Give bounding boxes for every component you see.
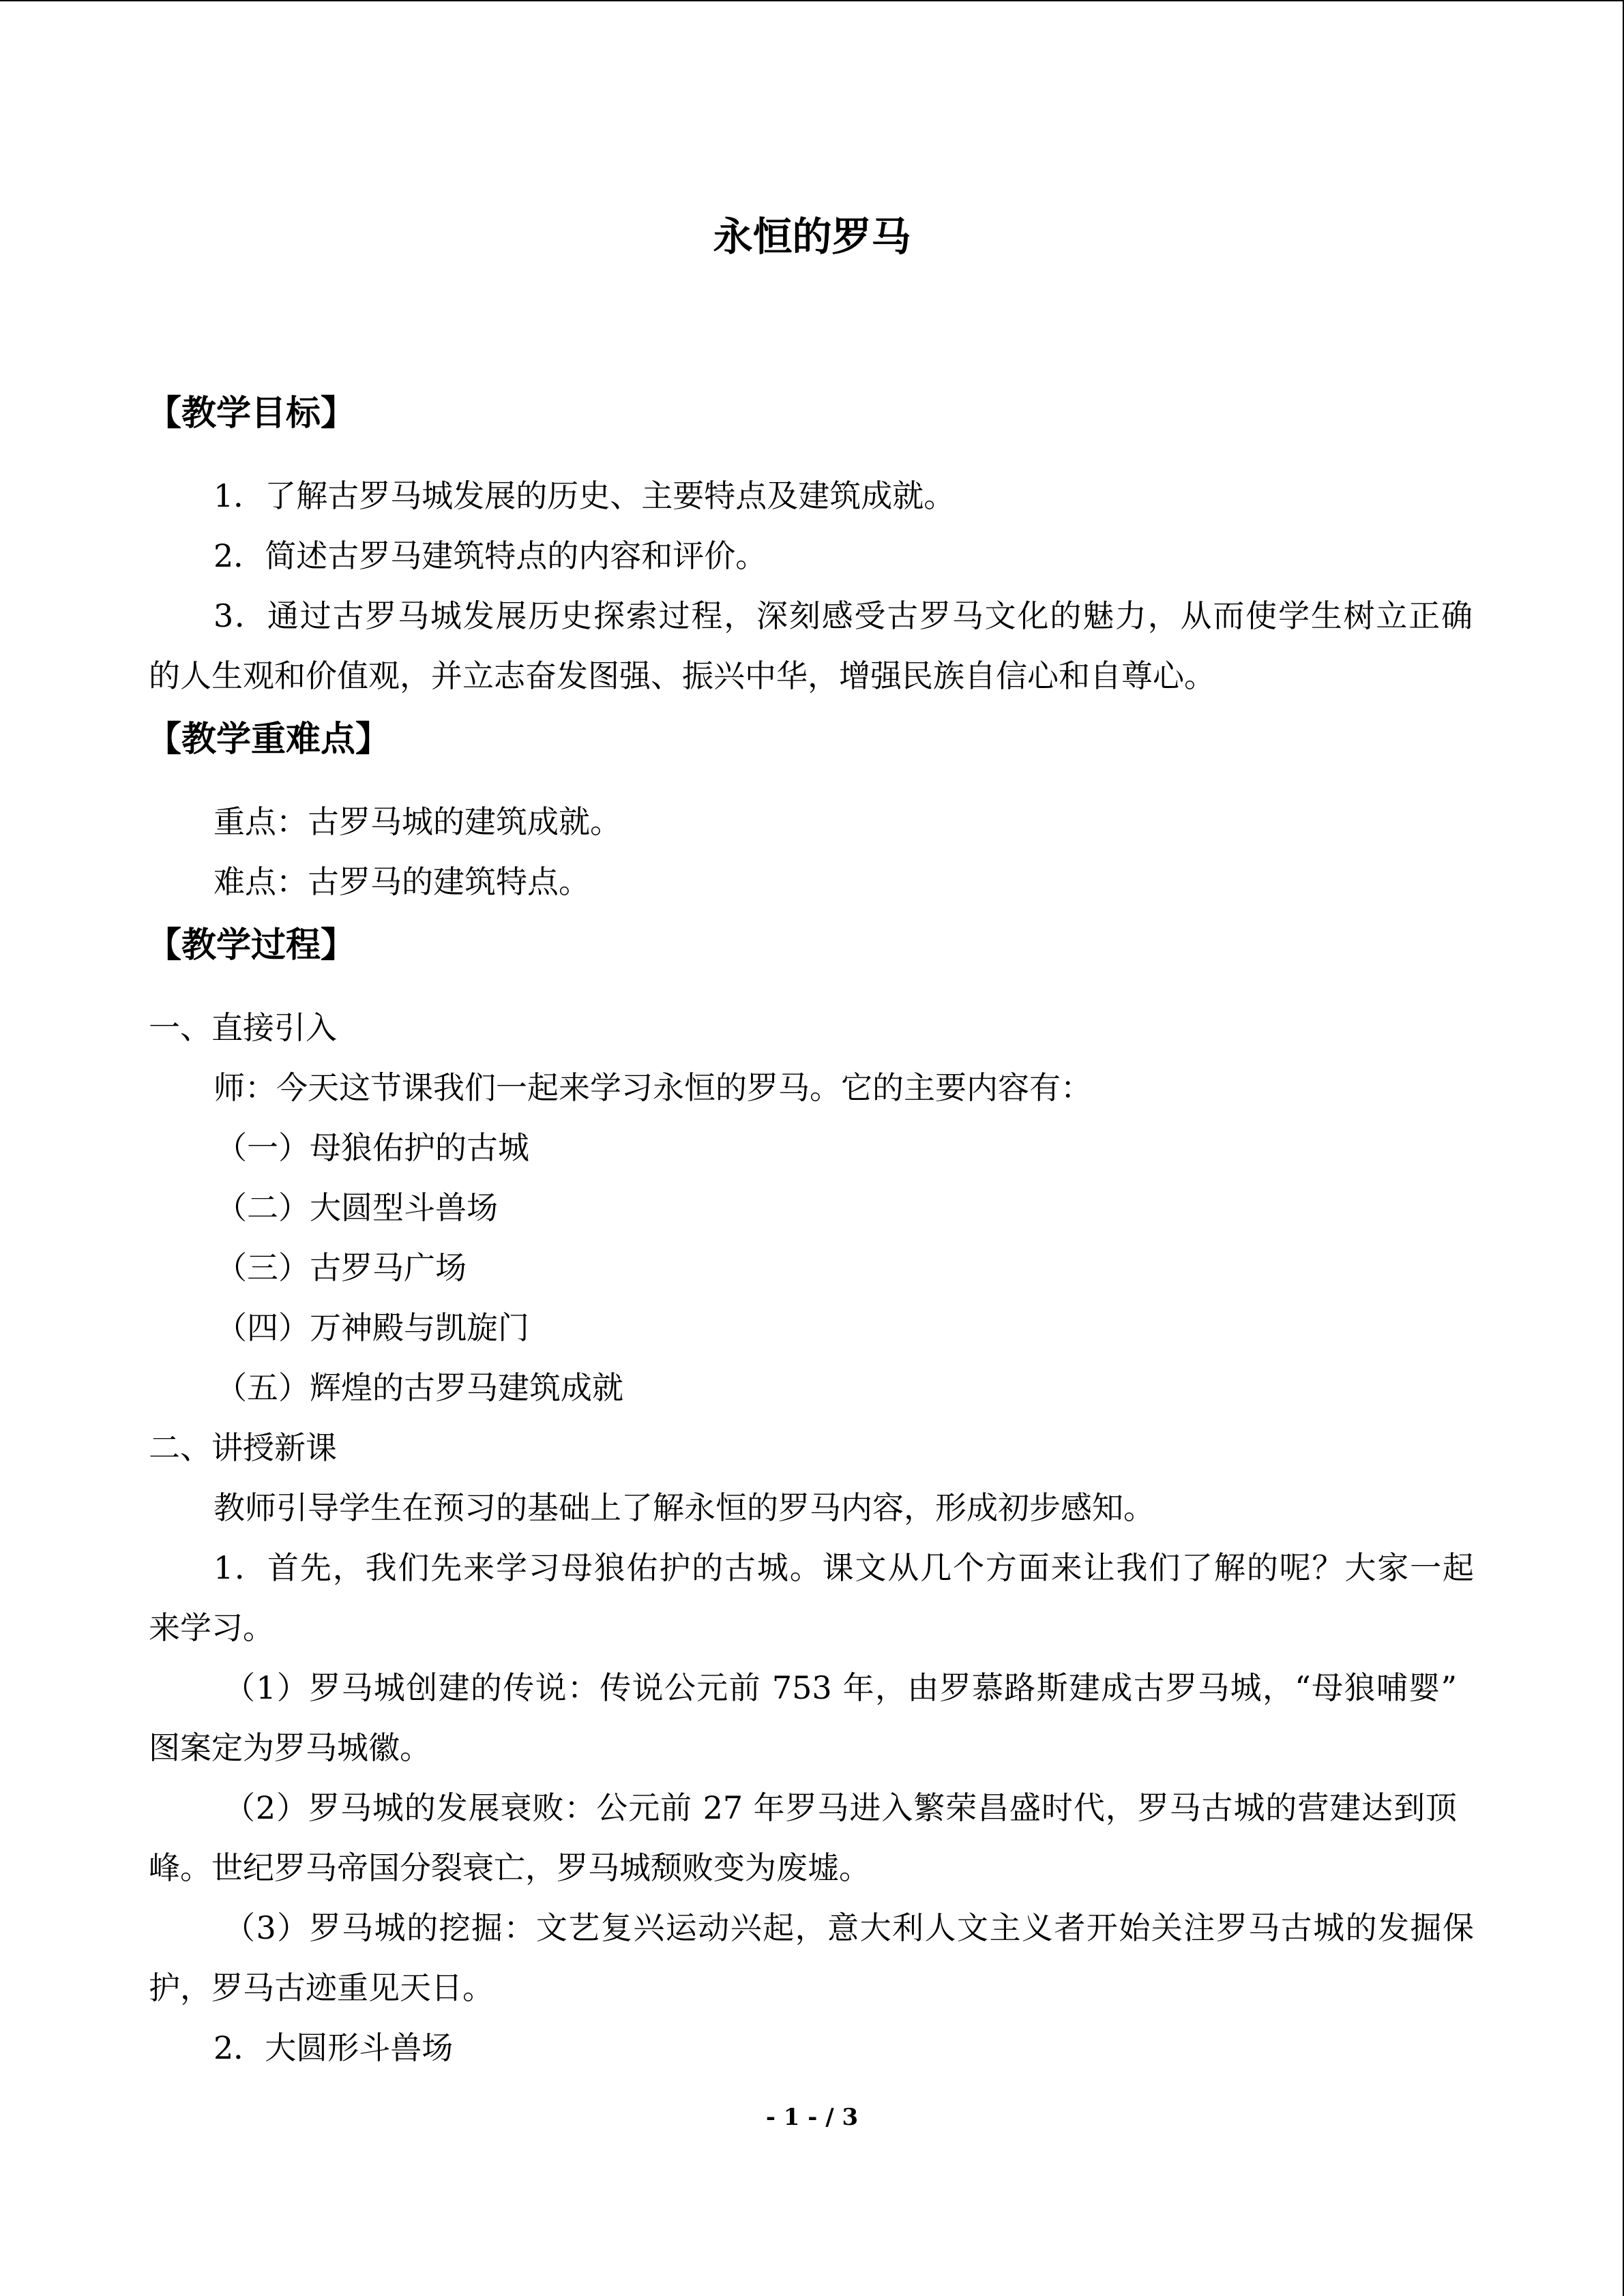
objective-item-3-continued: 的人生观和价值观，并立志奋发图强、振兴中华，增强民族自信心和自尊心。 — [149, 657, 1215, 694]
process-line-5: （三）古罗马广场 — [216, 1249, 467, 1286]
process-line-2: 师：今天这节课我们一起来学习永恒的罗马。它的主要内容有： — [213, 1069, 1092, 1106]
process-line-3: （一）母狼佑护的古城 — [216, 1129, 529, 1166]
process-line-10: 1．首先，我们先来学习母狼佑护的古城。课文从几个方面来让我们了解的呢？大家一起 — [213, 1549, 1474, 1586]
process-line-4: （二）大圆型斗兽场 — [216, 1189, 498, 1226]
objective-item-1: 1．了解古罗马城发展的历史、主要特点及建筑成就。 — [213, 477, 956, 514]
process-line-8: 二、讲授新课 — [149, 1429, 337, 1466]
process-line-1: 一、直接引入 — [149, 1009, 337, 1046]
objective-item-2: 2．简述古罗马建筑特点的内容和评价。 — [213, 537, 767, 574]
process-line-7: （五）辉煌的古罗马建筑成就 — [216, 1369, 623, 1406]
page-number: - 1 - / 3 — [765, 2104, 859, 2131]
difficult-point-item: 难点：古罗马的建筑特点。 — [213, 863, 590, 900]
process-line-11: 来学习。 — [149, 1609, 274, 1646]
process-line-17: 护，罗马古迹重见天日。 — [149, 1969, 494, 2006]
process-line-18: 2．大圆形斗兽场 — [213, 2029, 454, 2066]
process-line-12: （1）罗马城创建的传说：传说公元前 753 年，由罗慕路斯建成古罗马城，“母狼哺婴” — [224, 1669, 1457, 1706]
section-heading-process: 【教学过程】 — [147, 925, 356, 966]
process-line-16: （3）罗马城的挖掘：文艺复兴运动兴起，意大利人文主义者开始关注罗马古城的发掘保 — [224, 1909, 1474, 1946]
process-line-14: （2）罗马城的发展衰败：公元前 27 年罗马进入繁荣昌盛时代，罗马古城的营建达到顶 — [224, 1789, 1457, 1826]
objective-item-3: 3．通过古罗马城发展历史探索过程，深刻感受古罗马文化的魅力，从而使学生树立正确 — [213, 597, 1473, 634]
process-line-6: （四）万神殿与凯旋门 — [216, 1309, 529, 1346]
section-heading-key-points: 【教学重难点】 — [147, 719, 391, 760]
key-point-item: 重点：古罗马城的建筑成就。 — [213, 803, 621, 840]
document-title: 永恒的罗马 — [713, 213, 911, 260]
section-heading-objectives: 【教学目标】 — [147, 393, 356, 434]
process-line-15: 峰。世纪罗马帝国分裂衰亡，罗马城颓败变为废墟。 — [149, 1849, 870, 1886]
process-line-9: 教师引导学生在预习的基础上了解永恒的罗马内容，形成初步感知。 — [213, 1489, 1155, 1526]
process-line-13: 图案定为罗马城徽。 — [149, 1729, 431, 1766]
